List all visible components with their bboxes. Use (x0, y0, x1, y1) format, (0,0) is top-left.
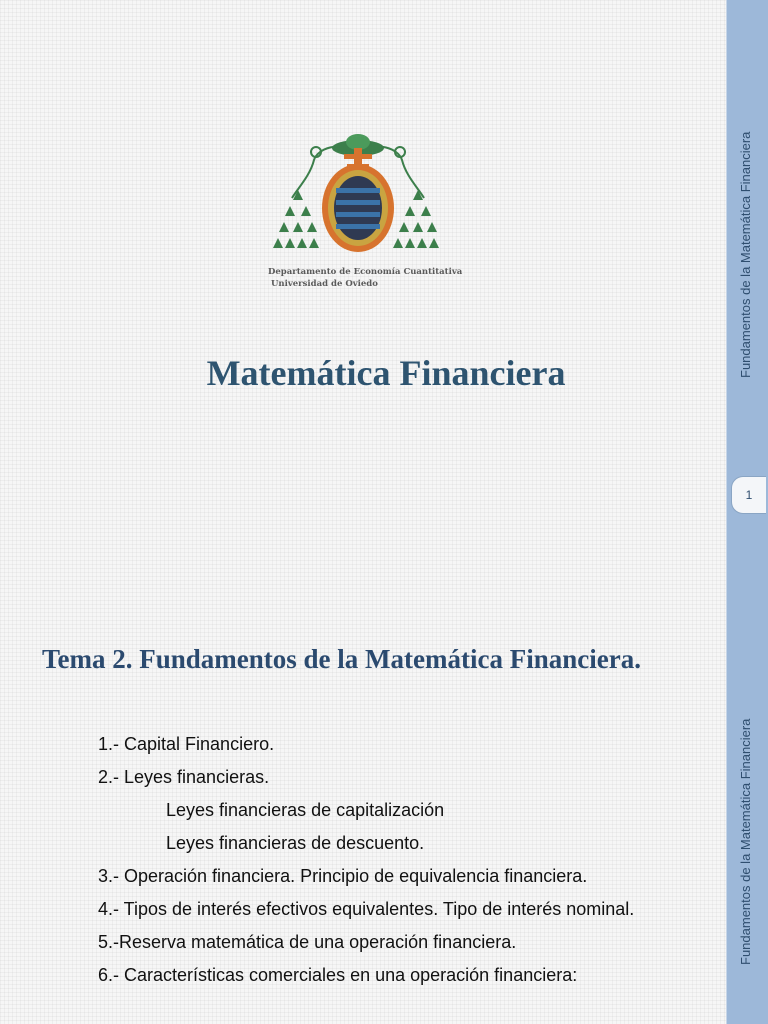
sidebar-title-top: Fundamentos de la Matemática Financiera (738, 131, 753, 378)
page-number-badge: 1 (731, 476, 766, 514)
section-title: Tema 2. Fundamentos de la Matemática Financiera. (42, 644, 641, 674)
list-item: 4.- Tipos de interés efectivos equivalentes. Tipo de interés nominal. (98, 899, 635, 919)
page-title: Matemática Financiera (206, 353, 566, 393)
list-item: 1.- Capital Financiero. (98, 734, 275, 754)
list-item: 2.- Leyes financieras. (98, 767, 270, 787)
list-item: 6.- Características comerciales en una operación financiera: (98, 965, 578, 985)
list-item: 3.- Operación financiera. Principio de equivalencia financiera. (98, 866, 588, 886)
list-subitem: Leyes financieras de descuento. (166, 833, 425, 853)
department-caption (268, 266, 498, 290)
list-subitem: Leyes financieras de capitalización (166, 800, 445, 820)
list-item: 5.-Reserva matemática de una operación financiera. (98, 932, 517, 952)
department-name: Departamento de Economía Cuantitativa (268, 267, 463, 277)
university-crest-icon (268, 128, 448, 258)
contents-list (98, 728, 708, 992)
sidebar-title-bottom: Fundamentos de la Matemática Financiera (738, 718, 753, 965)
university-name: Universidad de Oviedo (271, 279, 378, 289)
